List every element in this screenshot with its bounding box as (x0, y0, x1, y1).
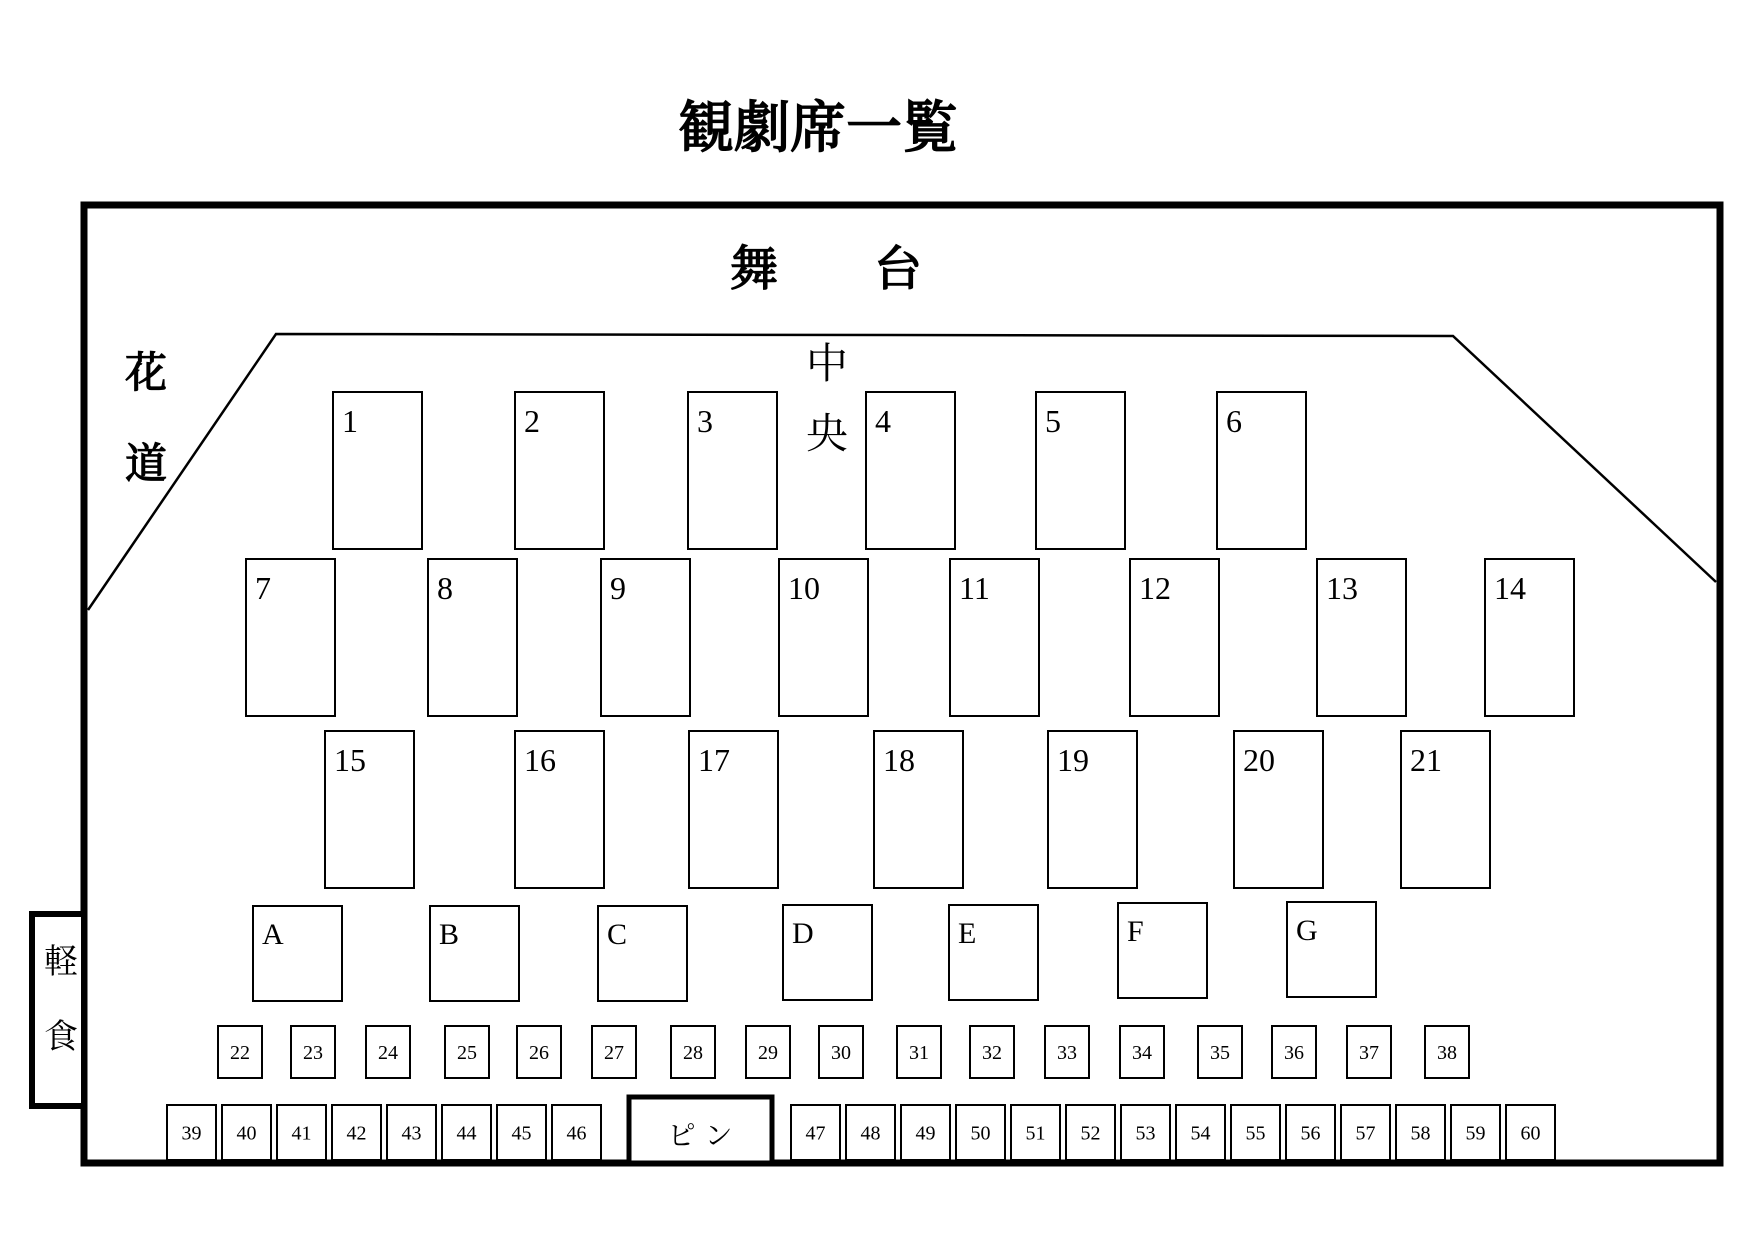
seat-label: 52 (1080, 1122, 1101, 1145)
seat-7[interactable] (246, 559, 335, 716)
seat-39[interactable] (167, 1105, 216, 1160)
seat-57[interactable] (1341, 1105, 1390, 1160)
pin-area (629, 1097, 772, 1163)
seat-48[interactable] (846, 1105, 895, 1160)
seat-label: 47 (805, 1122, 826, 1145)
seat-label: 29 (758, 1042, 778, 1064)
snack-char-2: 食 (44, 1017, 78, 1057)
seat-5[interactable] (1036, 392, 1125, 549)
seat-11[interactable] (950, 559, 1039, 716)
seat-label: 56 (1300, 1122, 1321, 1145)
seat-label: 7 (255, 570, 271, 606)
seat-13[interactable] (1317, 559, 1406, 716)
page-title: 観劇席一覧 (678, 96, 958, 161)
snack-char-1: 軽 (44, 942, 78, 982)
seat-58[interactable] (1396, 1105, 1445, 1160)
seat-label: 4 (875, 403, 891, 439)
seat-label: A (262, 918, 284, 951)
seat-label: F (1127, 915, 1144, 948)
seat-33[interactable] (1045, 1026, 1089, 1078)
seat-8[interactable] (428, 559, 517, 716)
seat-23[interactable] (291, 1026, 335, 1078)
seat-label: 30 (831, 1042, 851, 1064)
seat-label: 20 (1243, 742, 1275, 778)
center-label (806, 339, 848, 458)
seat-44[interactable] (442, 1105, 491, 1160)
seat-label: 17 (698, 742, 730, 778)
seat-A[interactable] (253, 906, 342, 1001)
seat-label: 41 (291, 1122, 312, 1145)
seat-label: 5 (1045, 403, 1061, 439)
seat-36[interactable] (1272, 1026, 1316, 1078)
seat-label: 22 (230, 1042, 250, 1064)
seat-label: 44 (456, 1122, 477, 1145)
seat-label: 46 (566, 1122, 587, 1145)
seat-25[interactable] (445, 1026, 489, 1078)
seat-label: 59 (1465, 1122, 1486, 1145)
seat-label: 55 (1245, 1122, 1266, 1145)
seat-17[interactable] (689, 731, 778, 888)
seat-label: 2 (524, 403, 540, 439)
seat-label: 51 (1025, 1122, 1046, 1145)
seat-16[interactable] (515, 731, 604, 888)
seat-label: D (792, 917, 814, 950)
seat-30[interactable] (819, 1026, 863, 1078)
seat-B[interactable] (430, 906, 519, 1001)
hanamichi-label (125, 348, 167, 488)
seat-19[interactable] (1048, 731, 1137, 888)
seat-49[interactable] (901, 1105, 950, 1160)
seat-43[interactable] (387, 1105, 436, 1160)
seat-label: 21 (1410, 742, 1442, 778)
seat-label: 6 (1226, 403, 1242, 439)
seat-label: 40 (236, 1122, 257, 1145)
seat-label: 31 (909, 1042, 929, 1064)
seat-28[interactable] (671, 1026, 715, 1078)
seat-53[interactable] (1121, 1105, 1170, 1160)
seat-9[interactable] (601, 559, 690, 716)
seat-60[interactable] (1506, 1105, 1555, 1160)
seat-label: 58 (1410, 1122, 1431, 1145)
seat-G[interactable] (1287, 902, 1376, 997)
seat-label: G (1296, 914, 1318, 947)
seat-label: 50 (970, 1122, 991, 1145)
seat-label: 25 (457, 1042, 477, 1064)
seat-59[interactable] (1451, 1105, 1500, 1160)
seat-22[interactable] (218, 1026, 262, 1078)
hanamichi-char-1: 花 (124, 348, 168, 397)
seat-42[interactable] (332, 1105, 381, 1160)
seat-12[interactable] (1130, 559, 1219, 716)
seat-45[interactable] (497, 1105, 546, 1160)
seat-label: 19 (1057, 742, 1089, 778)
seat-29[interactable] (746, 1026, 790, 1078)
seat-label: 48 (860, 1122, 881, 1145)
seat-label: 27 (604, 1042, 624, 1064)
seat-label: 43 (401, 1122, 422, 1145)
center-char-2: 央 (805, 409, 849, 458)
seat-label: 49 (915, 1122, 936, 1145)
seat-label: 34 (1132, 1042, 1152, 1064)
seat-E[interactable] (949, 905, 1038, 1000)
seat-label: 23 (303, 1042, 323, 1064)
seat-15[interactable] (325, 731, 414, 888)
seat-label: 53 (1135, 1122, 1156, 1145)
seat-label: 60 (1520, 1122, 1541, 1145)
seat-26[interactable] (517, 1026, 561, 1078)
seat-label: 33 (1057, 1042, 1077, 1064)
seat-14[interactable] (1485, 559, 1574, 716)
seat-label: 12 (1139, 570, 1171, 606)
seat-37[interactable] (1347, 1026, 1391, 1078)
seat-label: 42 (346, 1122, 367, 1145)
seat-2[interactable] (515, 392, 604, 549)
seat-41[interactable] (277, 1105, 326, 1160)
seat-38[interactable] (1425, 1026, 1469, 1078)
seat-label: 18 (883, 742, 915, 778)
seat-10[interactable] (779, 559, 868, 716)
seat-F[interactable] (1118, 903, 1207, 998)
seat-46[interactable] (552, 1105, 601, 1160)
seat-label: 1 (342, 403, 358, 439)
seat-47[interactable] (791, 1105, 840, 1160)
seat-21[interactable] (1401, 731, 1490, 888)
seat-40[interactable] (222, 1105, 271, 1160)
seats-group (167, 392, 1574, 1160)
seat-32[interactable] (970, 1026, 1014, 1078)
seat-27[interactable] (592, 1026, 636, 1078)
seat-label: 37 (1359, 1042, 1379, 1064)
seat-label: 11 (959, 570, 990, 606)
seat-label: 54 (1190, 1122, 1211, 1145)
seat-label: 14 (1494, 570, 1526, 606)
seat-label: 35 (1210, 1042, 1230, 1064)
seat-35[interactable] (1198, 1026, 1242, 1078)
seat-24[interactable] (366, 1026, 410, 1078)
seat-label: 39 (181, 1122, 202, 1145)
hanamichi-char-2: 道 (124, 439, 168, 488)
seat-55[interactable] (1231, 1105, 1280, 1160)
seat-label: 26 (529, 1042, 549, 1064)
seat-51[interactable] (1011, 1105, 1060, 1160)
seat-50[interactable] (956, 1105, 1005, 1160)
seat-20[interactable] (1234, 731, 1323, 888)
seat-4[interactable] (866, 392, 955, 549)
snack-corner (32, 914, 84, 1106)
seat-label: 28 (683, 1042, 703, 1064)
seat-label: 24 (378, 1042, 398, 1064)
seat-56[interactable] (1286, 1105, 1335, 1160)
seat-1[interactable] (333, 392, 422, 549)
seat-label: 13 (1326, 570, 1358, 606)
center-char-1: 中 (805, 339, 849, 388)
seat-label: 3 (697, 403, 713, 439)
seat-6[interactable] (1217, 392, 1306, 549)
seat-label: E (958, 917, 977, 950)
stage-label: 舞 台 (729, 241, 923, 297)
seat-C[interactable] (598, 906, 687, 1001)
seat-label: 36 (1284, 1042, 1304, 1064)
seat-label: 38 (1437, 1042, 1457, 1064)
seat-label: 9 (610, 570, 626, 606)
seat-label: 32 (982, 1042, 1002, 1064)
pin-label: ピ ン (667, 1119, 733, 1152)
seat-label: B (439, 918, 460, 951)
seat-label: 16 (524, 742, 556, 778)
seat-D[interactable] (783, 905, 872, 1000)
seat-31[interactable] (897, 1026, 941, 1078)
seat-52[interactable] (1066, 1105, 1115, 1160)
seat-label: 10 (788, 570, 820, 606)
seat-34[interactable] (1120, 1026, 1164, 1078)
seat-18[interactable] (874, 731, 963, 888)
seat-label: 57 (1355, 1122, 1376, 1145)
seat-label: 15 (334, 742, 366, 778)
seat-label: 8 (437, 570, 453, 606)
seat-54[interactable] (1176, 1105, 1225, 1160)
seat-label: C (607, 918, 628, 951)
seat-3[interactable] (688, 392, 777, 549)
seat-label: 45 (511, 1122, 532, 1145)
